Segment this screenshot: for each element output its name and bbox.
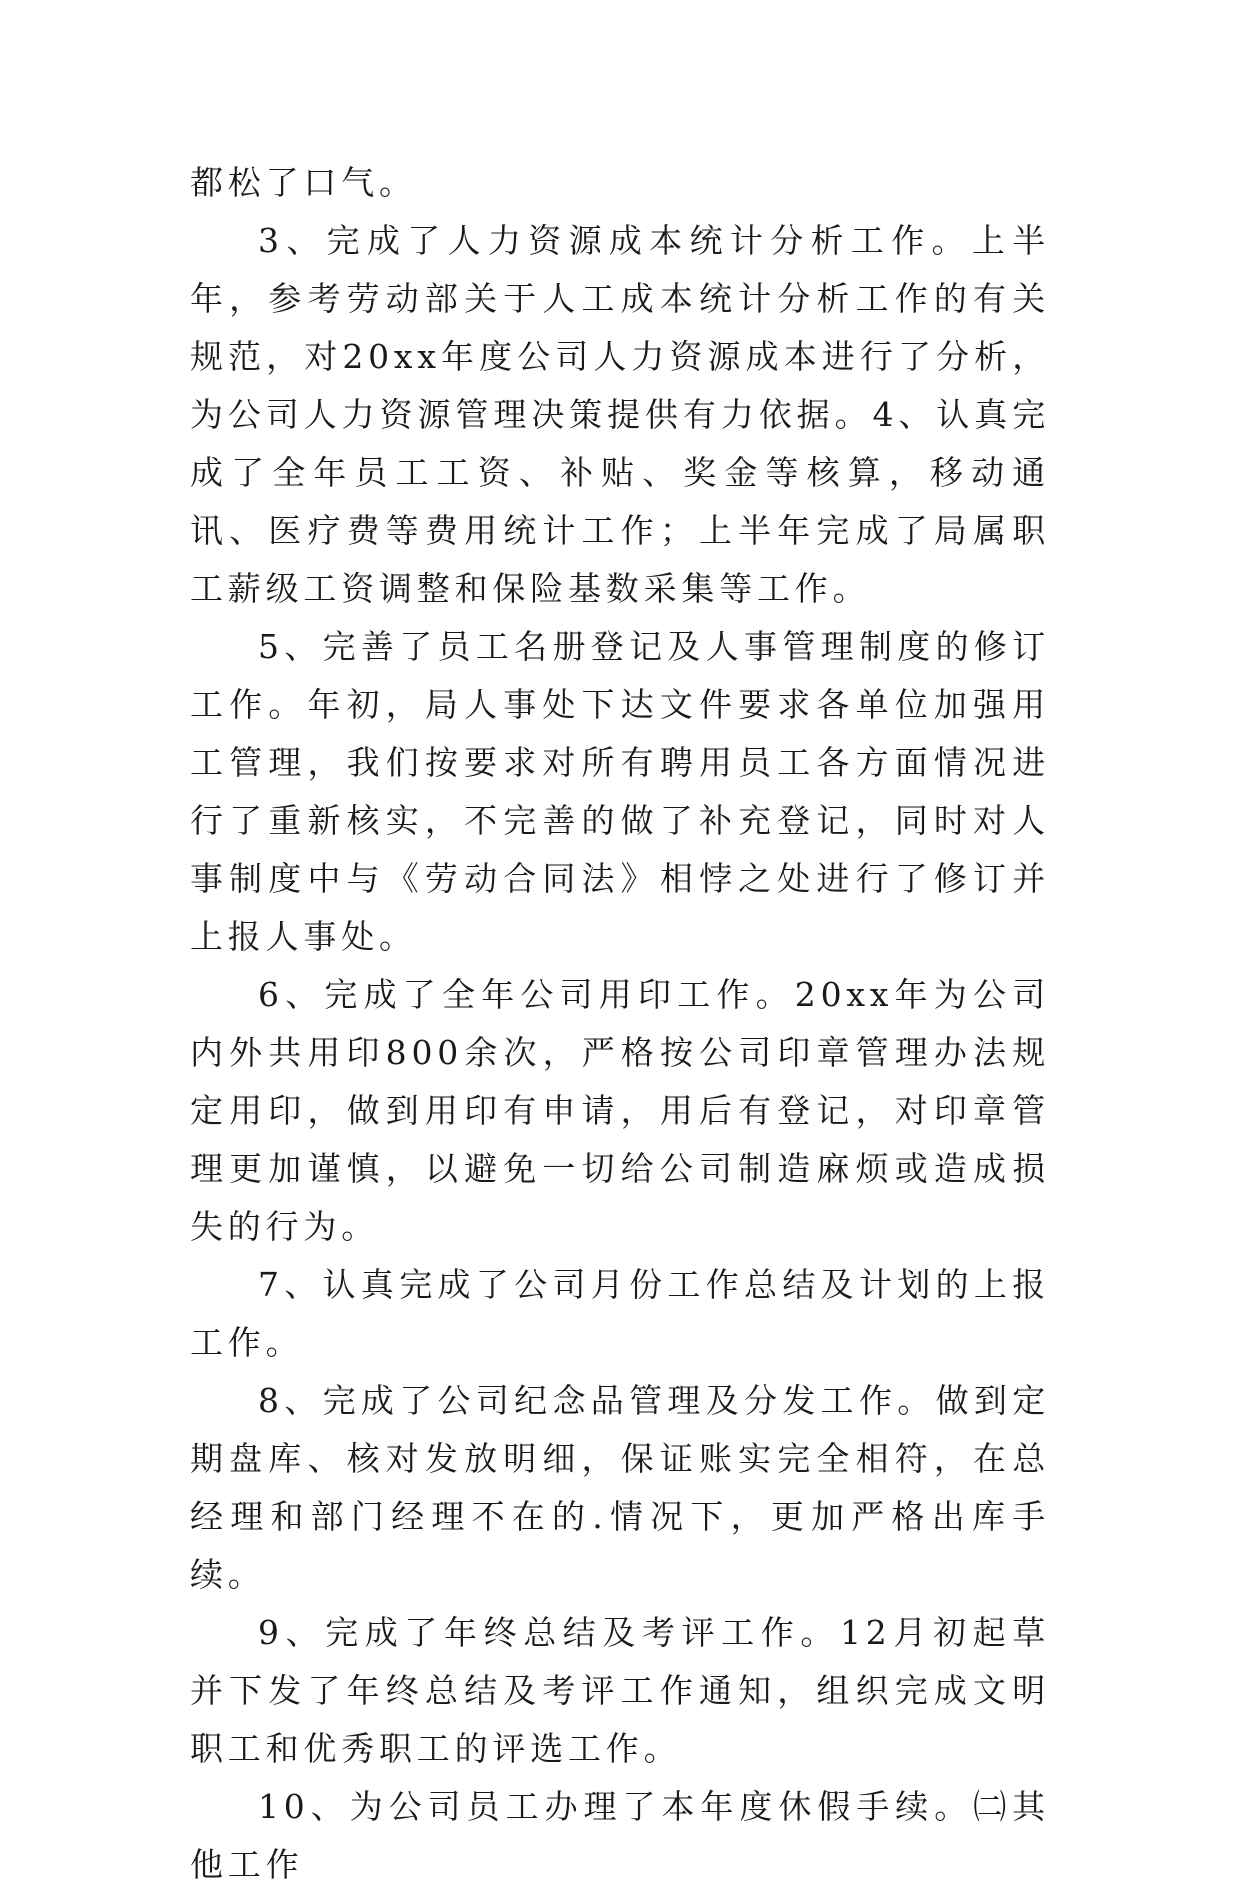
paragraph-item-7: 7、认真完成了公司月份工作总结及计划的上报工作。 — [190, 1265, 1050, 1362]
paragraph-item-6: 6、完成了全年公司用印工作。20xx年为公司内外共用印800余次，严格按公司印章管理办法规定用印，做到用印有申请，用后有登记，对印章管理更加谨慎，以避免一切给公司制造麻烦或造成损失的行为。 — [190, 975, 1050, 1246]
paragraph-continuation: 都松了口气。 — [190, 163, 417, 202]
document-body — [190, 154, 1050, 1894]
paragraph-item-10: 10、为公司员工办理了本年度休假手续。㈡其他工作 — [190, 1787, 1050, 1884]
paragraph-item-3: 3、完成了人力资源成本统计分析工作。上半年，参考劳动部关于人工成本统计分析工作的有关规范，对20xx年度公司人力资源成本进行了分析，为公司人力资源管理决策提供有力依据。4、认真完成了全年员工工资、补贴、奖金等核算，移动通讯、医疗费等费用统计工作；上半年完成了局属职工薪级工资调整和保险基数采集等工作。 — [190, 221, 1050, 608]
paragraph-item-5: 5、完善了员工名册登记及人事管理制度的修订工作。年初，局人事处下达文件要求各单位加强用工管理，我们按要求对所有聘用员工各方面情况进行了重新核实，不完善的做了补充登记，同时对人事制度中与《劳动合同法》相悖之处进行了修订并上报人事处。 — [190, 627, 1050, 956]
paragraph-item-8: 8、完成了公司纪念品管理及分发工作。做到定期盘库、核对发放明细，保证账实完全相符，在总经理和部门经理不在的.情况下，更加严格出库手续。 — [190, 1381, 1050, 1594]
paragraph-item-9: 9、完成了年终总结及考评工作。12月初起草并下发了年终总结及考评工作通知，组织完成文明职工和优秀职工的评选工作。 — [190, 1613, 1050, 1768]
